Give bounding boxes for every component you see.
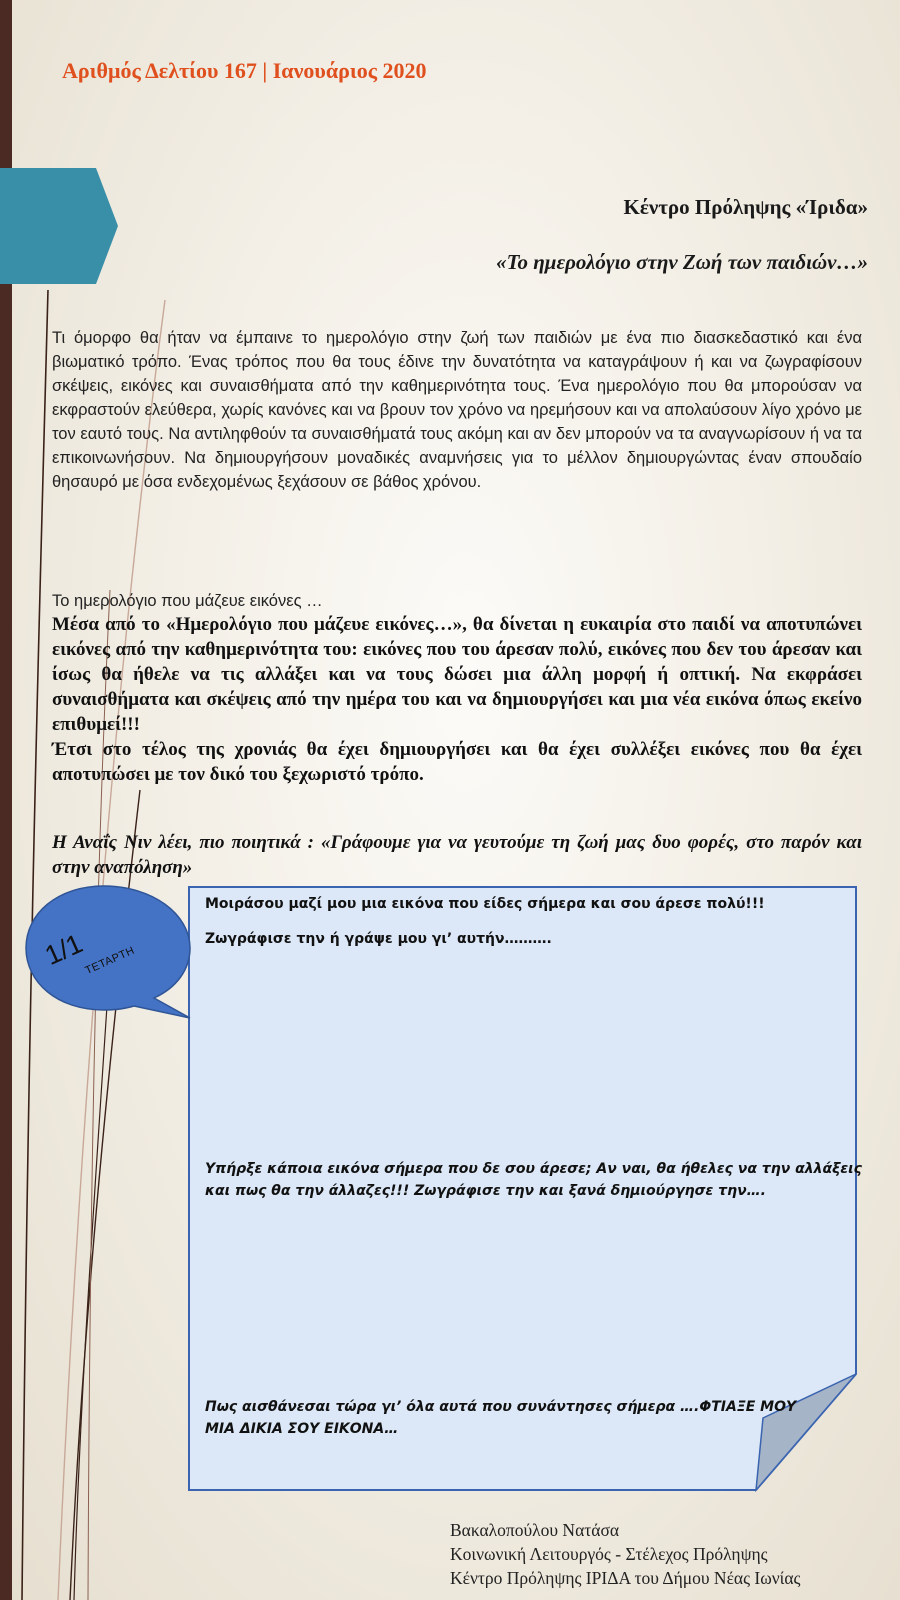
quote-paragraph xyxy=(52,830,862,880)
note-prompt-1: Μοιράσου μαζί μου μια εικόνα που είδες σήμερα και σου άρεσε πολύ!!! xyxy=(205,896,765,912)
article-subtitle: «Το ημερολόγιο στην Ζωή των παιδιών…» xyxy=(496,250,868,274)
bulletin-header: Αριθμός Δελτίου 167 | Ιανουάριος 2020 xyxy=(62,58,427,83)
bubble-day: ΤΕΤΑΡΤΗ xyxy=(83,944,137,977)
center-name: Κέντρο Πρόληψης «Ίριδα» xyxy=(623,195,868,219)
section-title: Το ημερολόγιο που μάζευε εικόνες … xyxy=(52,592,323,610)
signature-organization: Κέντρο Πρόληψης ΙΡΙΔΑ του Δήμου Νέας Ιωνίας xyxy=(450,1568,801,1588)
quote-text: Η Αναΐς Νιν λέει, πιο ποιητικά : «Γράφουμε για να γευτούμε τη ζωή μας δυο φορές, στο παρόν και στην αναπόληση» xyxy=(52,832,862,878)
signature-name: Βακαλοπούλου Νατάσα xyxy=(450,1520,620,1540)
section-body xyxy=(52,612,862,787)
teal-pentagon-tab xyxy=(0,168,118,284)
note-prompt-3: Υπήρξε κάποια εικόνα σήμερα που δε σου άρεσε; Αν ναι, θα ήθελες να την αλλάξεις και πως θα την άλλαζες!!! Ζωγράφισε την και ξανά δημιούργησε την…. xyxy=(205,1161,862,1199)
section-paragraph-1: Μέσα από το «Ημερολόγιο που μάζευε εικόνες…», θα δίνεται η ευκαιρία στο παιδί να αποτυπώνει εικόνες από την καθημερινότητα του: εικόνες που του άρεσαν πολύ, εικόνες που δεν του άρεσαν και ίσως θα ήθελε να τις αλλάξει και να τους δώσει μια άλλη μορφή ή οπτική. Να εκφράσει συναισθήματα και σκέψεις από την ημέρα του και να δημιουργήσει και μια νέα εικόνα όπως εκείνο επιθυμεί!!! xyxy=(52,614,862,735)
signature-role: Κοινωνική Λειτουργός - Στέλεχος Πρόληψης xyxy=(450,1544,768,1564)
note-prompt-2: Ζωγράφισε την ή γράψε μου γι’ αυτήν………. xyxy=(205,931,552,947)
intro-paragraph: Τι όμορφο θα ήταν να έμπαινε το ημερολόγιο στην ζωή των παιδιών με ένα πιο διασκεδαστικό και ένα βιωματικό τρόπο. Ένας τρόπος που θα τους έδινε την δυνατότητα να καταγράψουν ή και να ζωγραφίσουν σκέψεις, εικόνες και συναισθήματα από την καθημερινότητα τους. Ένα ημερολόγιο που θα μπορούσαν να εκφραστούν ελεύθερα, χωρίς κανόνες και να βρουν τον χρόνο να ηρεμήσουν και να απολαύσουν λίγο χρόνο με τον εαυτό τους. Να αντιληφθούν τα συναισθήματά τους ακόμη και αν δεν μπορούν να τα αναγνωρίσουν ή να τα επικοινωνήσουν. Να δημιουργήσουν μοναδικές αναμνήσεις για το μέλλον δημιουργώντας έναν σπουδαίο θησαυρό με όσα ενδεχομένως ξεχάσουν σε βάθος χρόνου. xyxy=(52,329,862,491)
note-prompt-4: Πως αισθάνεσαι τώρα γι’ όλα αυτά που συνάντησες σήμερα ….ΦΤΙΑΞΕ ΜΟΥ ΜΙΑ ΔΙΚΙΑ ΣΟΥ ΕΙΚΟΝΑ… xyxy=(205,1399,797,1437)
section-paragraph-2: Έτσι στο τέλος της χρονιάς θα έχει δημιουργήσει και θα έχει συλλέξει εικόνες που θα έχει αποτυπώσει με τον δικό του ξεχωριστό τρόπο. xyxy=(52,739,862,785)
bubble-date: 1/1 xyxy=(40,928,88,971)
signature-block xyxy=(450,1518,800,1590)
